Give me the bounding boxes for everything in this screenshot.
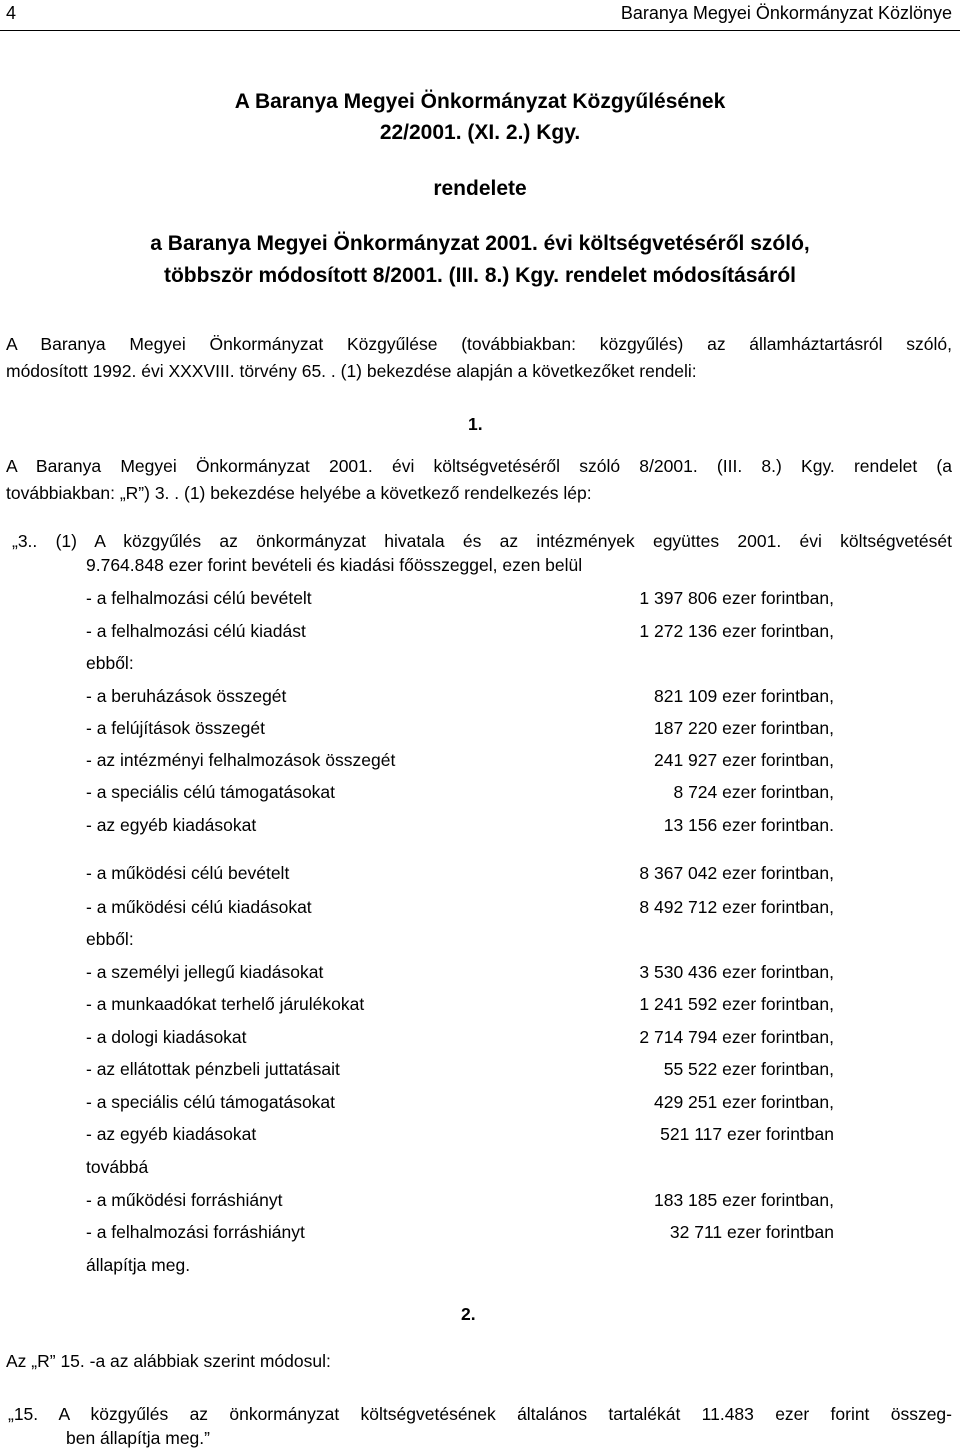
budget-row-label: - az ellátottak pénzbeli juttatásait bbox=[86, 1059, 340, 1079]
section-2-quote-line-1: „15. A közgyűlés az önkormányzat költségvetésének általános tartalékát 11.483 ezer forint összeg- bbox=[8, 1404, 952, 1424]
budget-row-amount: 521 117 ezer forintban bbox=[660, 1124, 834, 1144]
budget-row-amount: 1 397 806 ezer forintban, bbox=[639, 588, 834, 608]
budget-row-label: - az egyéb kiadásokat bbox=[86, 815, 257, 835]
budget-row-label: - a beruházások összegét bbox=[86, 686, 287, 706]
budget-row-label: - a működési forráshiányt bbox=[86, 1190, 283, 1210]
budget-row-label: - a működési célú kiadásokat bbox=[86, 897, 312, 917]
budget-row-amount: 8 724 ezer forintban, bbox=[673, 782, 834, 802]
section-1-heading: 1. bbox=[468, 414, 483, 434]
budget-row-label: - az egyéb kiadásokat bbox=[86, 1124, 257, 1144]
budget-row-label: - a munkaadókat terhelő járulékokat bbox=[86, 994, 365, 1014]
journal-title: Baranya Megyei Önkormányzat Közlönye bbox=[620, 3, 952, 23]
budget-row-label: továbbá bbox=[86, 1157, 149, 1177]
budget-row-amount: 187 220 ezer forintban, bbox=[654, 718, 834, 738]
section-1-intro-line-2: továbbiakban: „R”) 3. . (1) bekezdése helyébe a következő rendelkezés lép: bbox=[6, 483, 592, 503]
section-2-intro: Az „R” 15. -a az alábbiak szerint módosul: bbox=[6, 1351, 331, 1371]
section-1-quote-line-2: 9.764.848 ezer forint bevételi és kiadási főösszeggel, ezen belül bbox=[86, 555, 583, 575]
title-line-1: A Baranya Megyei Önkormányzat Közgyűlésének bbox=[234, 90, 726, 113]
budget-row-amount: 1 272 136 ezer forintban, bbox=[639, 621, 834, 641]
budget-row-label: - a működési célú bevételt bbox=[86, 863, 290, 883]
budget-row-amount: 1 241 592 ezer forintban, bbox=[639, 994, 834, 1014]
budget-row-amount: 429 251 ezer forintban, bbox=[654, 1092, 834, 1112]
title-line-3: rendelete bbox=[433, 177, 527, 200]
budget-row-amount: 183 185 ezer forintban, bbox=[654, 1190, 834, 1210]
header-divider bbox=[0, 30, 960, 31]
budget-row-amount: 13 156 ezer forintban. bbox=[663, 815, 834, 835]
preamble-line-1: A Baranya Megyei Önkormányzat Közgyűlése (továbbiakban: közgyűlés) az államháztartásról szóló, bbox=[6, 334, 952, 354]
budget-row-amount: 8 492 712 ezer forintban, bbox=[639, 897, 834, 917]
section-1-intro-line-1: A Baranya Megyei Önkormányzat 2001. évi költségvetéséről szóló 8/2001. (III. 8.) Kgy. rendelet (a bbox=[6, 456, 952, 476]
budget-row-label: - a dologi kiadásokat bbox=[86, 1027, 247, 1047]
preamble-line-2: módosított 1992. évi XXXVIII. törvény 65. . (1) bekezdése alapján a következőket rendeli: bbox=[6, 361, 697, 381]
title-line-2: 22/2001. (XI. 2.) Kgy. bbox=[379, 121, 581, 144]
budget-row-label: ebből: bbox=[86, 929, 134, 949]
page-number: 4 bbox=[6, 3, 17, 23]
budget-row-amount: 8 367 042 ezer forintban, bbox=[639, 863, 834, 883]
budget-row-label: - a felújítások összegét bbox=[86, 718, 265, 738]
budget-row-label: állapítja meg. bbox=[86, 1255, 191, 1275]
budget-row-amount: 55 522 ezer forintban, bbox=[663, 1059, 834, 1079]
section-2-heading: 2. bbox=[461, 1304, 476, 1324]
budget-row-label: - a felhalmozási célú kiadást bbox=[86, 621, 306, 641]
budget-row-label: - a speciális célú támogatásokat bbox=[86, 1092, 336, 1112]
title-line-4: a Baranya Megyei Önkormányzat 2001. évi költségvetéséről szóló, bbox=[150, 232, 810, 255]
budget-row-label: - a felhalmozási célú bevételt bbox=[86, 588, 312, 608]
section-1-quote-line-1: „3.. (1) A közgyűlés az önkormányzat hivatala és az intézmények együttes 2001. évi költségvetését bbox=[12, 531, 952, 551]
budget-row-label: - a személyi jellegű kiadásokat bbox=[86, 962, 324, 982]
budget-row-label: - a speciális célú támogatásokat bbox=[86, 782, 336, 802]
budget-row-amount: 821 109 ezer forintban, bbox=[654, 686, 834, 706]
budget-row-label: - a felhalmozási forráshiányt bbox=[86, 1222, 305, 1242]
budget-row-amount: 3 530 436 ezer forintban, bbox=[639, 962, 834, 982]
budget-row-label: - az intézményi felhalmozások összegét bbox=[86, 750, 396, 770]
section-2-quote-line-2: ben állapítja meg.” bbox=[66, 1428, 210, 1448]
budget-row-amount: 32 711 ezer forintban bbox=[669, 1222, 834, 1242]
budget-row-amount: 241 927 ezer forintban, bbox=[654, 750, 834, 770]
title-line-5: többször módosított 8/2001. (III. 8.) Kgy. rendelet módosításáról bbox=[163, 264, 797, 287]
budget-row-amount: 2 714 794 ezer forintban, bbox=[639, 1027, 834, 1047]
budget-row-label: ebből: bbox=[86, 653, 134, 673]
